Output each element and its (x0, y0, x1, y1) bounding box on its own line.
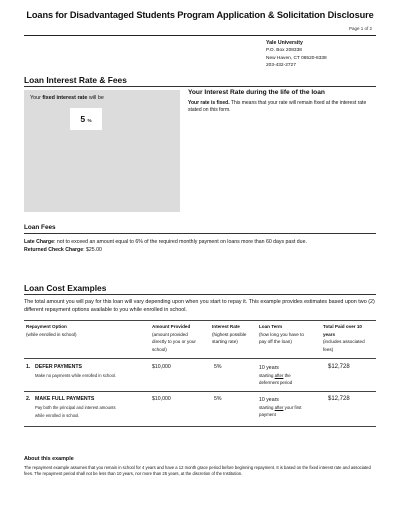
row-option-desc: Pay both the principal and interest amounts (35, 405, 116, 410)
fees-heading: Loan Fees (24, 224, 56, 231)
row-term-b: after (274, 405, 284, 410)
table-top-rule (24, 320, 376, 321)
cost-section-heading: Loan Cost Examples (24, 283, 107, 293)
fees-divider (24, 233, 376, 234)
row-term-years: 10 years (259, 365, 279, 371)
row-term-c: the (283, 373, 291, 378)
col-amount-sub1: (amount provided (152, 331, 188, 337)
school-phone: 203-432-2727 (266, 63, 296, 69)
col-rate-header (212, 323, 246, 346)
row-term-detail (259, 372, 292, 379)
row-option-title: DEFER PAYMENTS (35, 364, 82, 370)
row-amount: $10,000 (152, 364, 171, 370)
col-amount-sub3: school) (152, 346, 167, 352)
row-total: $12,728 (328, 396, 350, 402)
col-rate-title: Interest Rate (212, 324, 240, 329)
interest-rate-value: 5 (80, 114, 86, 124)
rate-fixed-description (188, 100, 378, 114)
col-total-title: Total Paid over 10 (323, 324, 362, 329)
school-address-line2: New Haven, CT 06520-8338 (266, 55, 327, 61)
cost-section-divider (24, 294, 376, 295)
col-total-sub2: fees) (323, 346, 334, 352)
col-option-title: Repayment Option (26, 324, 67, 329)
row-term (259, 364, 292, 386)
row-divider (24, 391, 376, 392)
rate-fixed-text: This means that your rate will remain fixed at the interest rate stated on this form. (188, 100, 367, 113)
about-heading: About this example (24, 456, 74, 462)
col-term-sub2: pay off the loan) (259, 339, 292, 345)
row-rate: 5% (214, 364, 222, 370)
col-total-title2: years (323, 331, 336, 337)
school-name: Yale University (266, 40, 303, 46)
row-option-desc: Make no payments while enrolled in school. (35, 373, 117, 378)
col-term-sub1: (how long you have to (259, 331, 304, 337)
col-amount-header (152, 323, 196, 353)
page-number: Page 1 of 2 (348, 26, 372, 31)
rate-label-prefix: Your (30, 95, 43, 101)
rate-label-suffix: will be (87, 95, 104, 101)
interest-section-heading: Loan Interest Rate & Fees (24, 75, 127, 85)
row-term-c: your first (283, 405, 302, 410)
table-bottom-rule (24, 426, 376, 427)
interest-rate-value-box (70, 108, 102, 130)
col-option-sub: (while enrolled in school) (26, 331, 77, 337)
header-divider (24, 35, 376, 36)
col-amount-title: Amount Provided (152, 324, 191, 329)
row-term (259, 396, 301, 418)
row-total: $12,728 (328, 364, 350, 370)
returned-check-line (24, 246, 384, 254)
interest-rate-unit: % (87, 118, 92, 123)
interest-rate-label (30, 95, 104, 101)
col-term-title: Loan Term (259, 324, 283, 329)
cost-intro-text: The total amount you will pay for this loan will vary depending upon when you start to repay it. This example provides estimates based upon two (2) different repayment options available to you while enrolled in school. (24, 299, 375, 314)
late-charge-label: Late Charge (24, 239, 54, 245)
row-term-d: deferment period (259, 380, 293, 385)
col-total-header (323, 323, 365, 353)
col-option-header (26, 323, 77, 338)
row-option-title: MAKE FULL PAYMENTS (35, 396, 95, 402)
col-total-sub1: (includes associated (323, 339, 365, 345)
col-rate-sub1: (highest possible (212, 331, 247, 337)
row-rate: 5% (214, 396, 222, 402)
school-address-block (266, 40, 327, 70)
row-number: 2. (26, 396, 31, 402)
rate-life-heading: Your Interest Rate during the life of the loan (188, 89, 325, 96)
interest-rate-panel (24, 90, 180, 212)
fees-text-block (24, 238, 384, 254)
about-text: The repayment example assumes that you remain in school for 4 years and have a 12 month grace period before beginning repayment. It is based on the fixed interest rate and associated fees. The repayment period shall not be less than 10 years, nor more than 25 years, at the discretion of the Institution. (24, 465, 371, 477)
returned-check-text: : $25.00 (83, 247, 102, 253)
school-address-line1: P.O. Box 208338 (266, 48, 302, 54)
row-amount: $10,000 (152, 396, 171, 402)
row-number: 1. (26, 364, 31, 370)
row-option-desc2: while enrolled in school. (35, 413, 80, 418)
col-rate-sub2: starting rate) (212, 339, 238, 345)
row-term-years: 10 years (259, 397, 279, 403)
col-term-header (259, 323, 304, 346)
col-amount-sub2: directly to you or your (152, 339, 196, 345)
interest-section-divider (24, 86, 376, 87)
row-term-detail (259, 404, 301, 411)
table-header-rule (24, 358, 376, 359)
rate-fixed-bold: Your rate is fixed. (188, 100, 230, 106)
row-term-a: starting (259, 373, 275, 378)
document-title: Loans for Disadvantaged Students Program Application & Solicitation Disclosure (26, 10, 374, 20)
rate-label-bold: fixed interest rate (42, 95, 88, 101)
late-charge-line (24, 238, 384, 246)
row-term-d: payment (259, 412, 276, 417)
late-charge-text: : not to exceed an amount equal to 6% of the required monthly payment on loans more than 60 days past due. (53, 239, 307, 245)
row-term-b: after (274, 373, 284, 378)
row-term-a: starting (259, 405, 275, 410)
returned-check-label: Returned Check Charge (24, 247, 84, 253)
